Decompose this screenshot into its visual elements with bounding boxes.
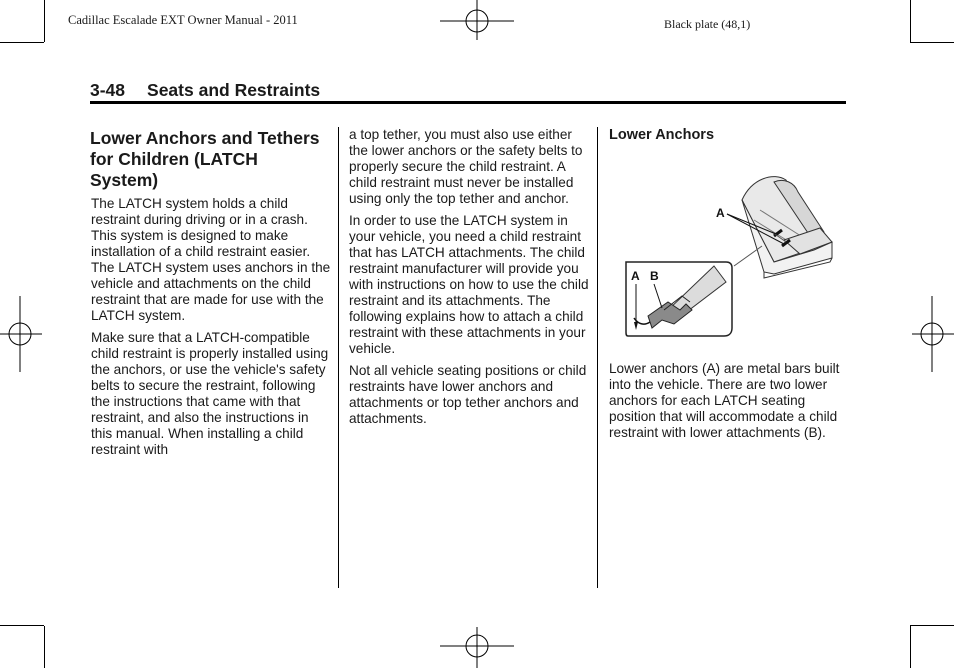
crop-mark — [910, 42, 954, 43]
crop-mark — [44, 0, 45, 42]
registration-mark-top — [440, 0, 516, 42]
registration-mark-left — [0, 296, 44, 372]
column-2 — [349, 127, 589, 433]
column-3 — [609, 361, 843, 447]
crop-mark — [910, 625, 954, 626]
figure-label-a: A — [716, 206, 725, 220]
subheading: Lower Anchors — [609, 127, 715, 143]
registration-mark-bottom — [440, 625, 516, 668]
section-title: Seats and Restraints — [147, 80, 321, 100]
plate-label: Black plate (48,1) — [664, 17, 751, 31]
header-rule — [90, 101, 846, 104]
figure-label-b-inset: B — [650, 269, 659, 283]
section-header — [90, 80, 320, 101]
column-divider — [338, 127, 339, 588]
crop-mark — [0, 42, 44, 43]
figure-label-a-inset: A — [631, 269, 640, 283]
crop-mark — [44, 626, 45, 668]
paragraph: a top tether, you must also use either the lower anchors or the safety belts to properly secure the child restraint. A child restraint must never be installed using only the top tether and anchor. — [349, 127, 583, 206]
paragraph: In order to use the LATCH system in your vehicle, you need a child restraint that has LATCH attachments. The child restraint manufacturer will provide you with instructions on how to use the child restraint and its attachments. The following explains how to attach a child restraint with these attachments in your vehicle. — [349, 213, 589, 356]
crop-mark — [0, 625, 44, 626]
paragraph: Not all vehicle seating positions or child restraints have lower anchors and attachments or top tether anchors and attachments. — [349, 363, 587, 426]
column-1 — [91, 196, 331, 464]
paragraph: Lower anchors (A) are metal bars built into the vehicle. There are two lower anchors for each LATCH seating position that will accommodate a child restraint with lower attachments (B). — [609, 361, 840, 440]
lower-anchors-illustration — [624, 170, 836, 340]
page-heading: Lower Anchors and Tethers for Children (LATCH System) — [90, 128, 320, 190]
paragraph: Make sure that a LATCH-compatible child restraint is properly installed using the anchors, or use the vehicle's safety belts to secure the restraint, following the instructions that came with that restraint, and also the instructions in this manual. When installing a child restraint with — [91, 330, 329, 457]
page-number: 3-48 — [90, 80, 126, 100]
registration-mark-right — [910, 296, 954, 372]
column-divider — [597, 127, 598, 588]
paragraph: The LATCH system holds a child restraint during driving or in a crash. This system is designed to make installation of a child restraint easier. The LATCH system uses anchors in the vehicle and attachments on the child restraint that are made for use with the LATCH system. — [91, 196, 331, 323]
crop-mark — [910, 626, 911, 668]
crop-mark — [910, 0, 911, 42]
manual-title: Cadillac Escalade EXT Owner Manual - 2011 — [68, 13, 298, 27]
